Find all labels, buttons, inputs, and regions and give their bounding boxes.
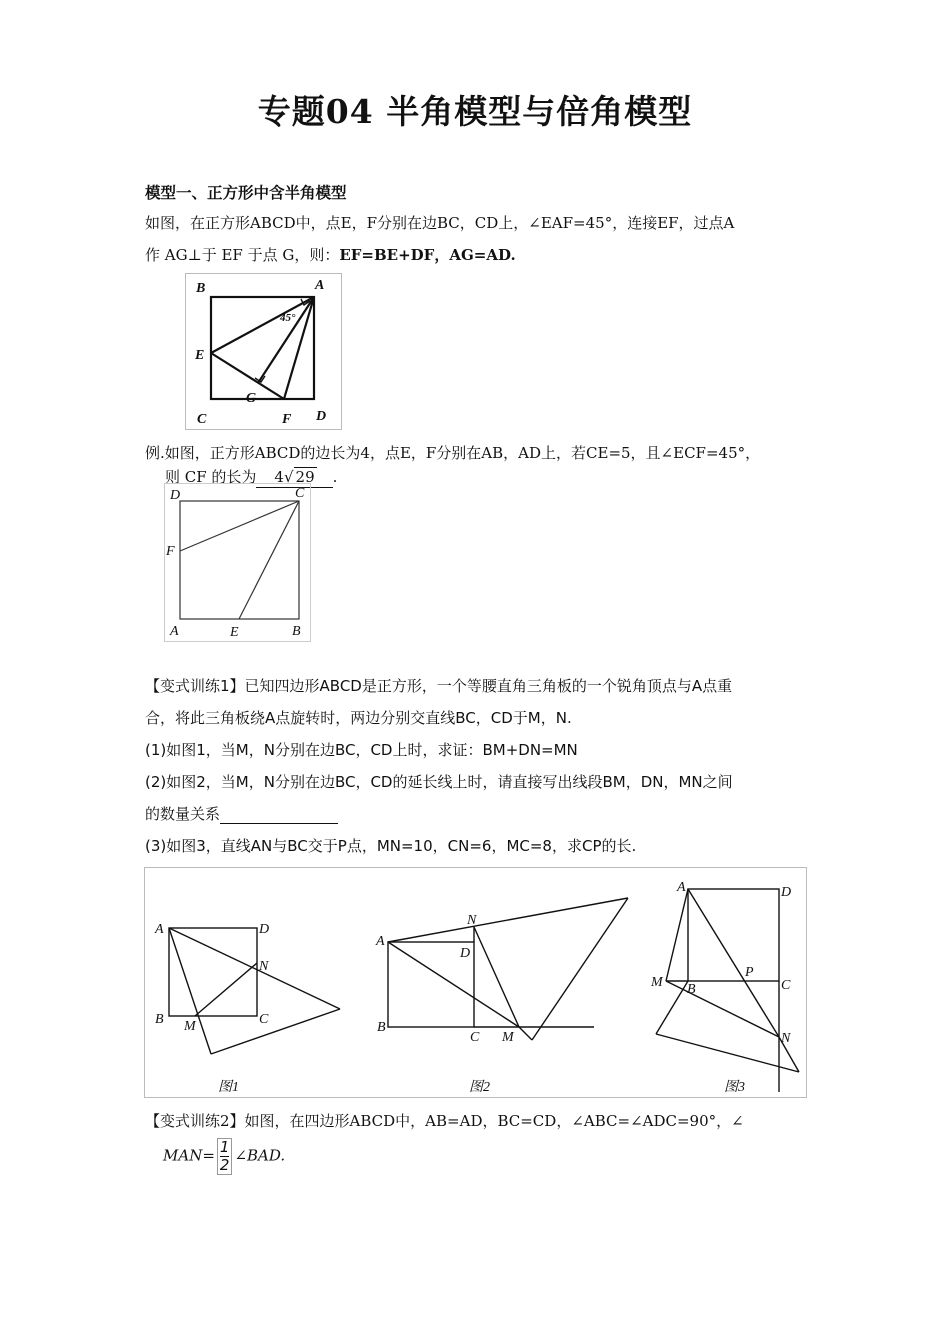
- ex-label-a: A: [170, 624, 179, 639]
- sqrt-symbol: √: [283, 468, 294, 486]
- model-conclusion: EF=BE+DF，AG=AD.: [339, 246, 516, 264]
- fig1-label-e: E: [195, 348, 205, 363]
- model-statement-text: 作 AG⊥于 EF 于点 G，则：: [145, 246, 340, 264]
- variant1-figures: [144, 867, 808, 1099]
- ex-label-c: C: [295, 486, 305, 501]
- f2-label-d: D: [460, 946, 471, 961]
- f3-caption: 图3: [724, 1080, 745, 1095]
- f2-label-n: N: [467, 913, 477, 928]
- variant1-line4: (2)如图2，当M，N分别在边BC，CD的延长线上时，请直接写出线段BM，DN，MN之间: [145, 773, 733, 791]
- fig1-angle-label: 45°: [280, 312, 296, 324]
- variant2-line2: [163, 1138, 285, 1175]
- variant1-line5-text: 的数量关系: [145, 805, 221, 823]
- f2-label-b: B: [377, 1020, 386, 1035]
- variant2-expression: MAN=: [163, 1146, 215, 1165]
- variant2-angle: ∠BAD.: [234, 1146, 286, 1165]
- f1-label-b: B: [155, 1012, 164, 1027]
- f3-label-a: A: [677, 880, 686, 895]
- fig1-label-b: B: [196, 281, 206, 296]
- fig1-label-a: A: [315, 278, 325, 293]
- ex-label-d: D: [170, 488, 181, 503]
- ex-label-e: E: [230, 625, 239, 640]
- variant1-line3: (1)如图1，当M，N分别在边BC，CD上时，求证：BM+DN=MN: [145, 741, 578, 759]
- answer-blank: [220, 807, 338, 824]
- variant1-line1: 【变式训练1】已知四边形ABCD是正方形，一个等腰直角三角板的一个锐角顶点与A点重: [145, 677, 733, 695]
- f3-label-p: P: [745, 965, 754, 980]
- f3-label-d: D: [781, 885, 792, 900]
- f3-label-m: M: [651, 975, 663, 990]
- f1-label-d: D: [259, 922, 270, 937]
- example-question: 则 CF 的长为: [165, 468, 257, 486]
- f3-label-c: C: [781, 978, 791, 993]
- example-figure: [164, 483, 312, 643]
- model-statement-line2: [145, 245, 516, 265]
- variant1-line6: (3)如图3，直线AN与BC交于P点，MN=10，CN=6，MC=8，求CP的长.: [145, 837, 637, 855]
- f1-label-a: A: [155, 922, 164, 937]
- fig1-label-d: D: [316, 409, 327, 424]
- answer-radicand: 29: [295, 468, 315, 486]
- f1-caption: 图1: [218, 1080, 239, 1095]
- f2-label-c: C: [470, 1030, 480, 1045]
- variant1-line2: 合，将此三角板绕A点旋转时，两边分别交直线BC，CD于M，N.: [145, 709, 572, 727]
- variant1-line5: [145, 804, 338, 824]
- answer-coefficient: 4: [274, 468, 284, 486]
- f3-label-b: B: [687, 982, 696, 997]
- page-title: 专题04 半角模型与倍角模型: [257, 92, 693, 131]
- half-fraction: [217, 1138, 233, 1175]
- example-period: .: [332, 468, 338, 486]
- ex-label-b: B: [292, 624, 301, 639]
- fraction-numerator: 1: [219, 1138, 230, 1156]
- fig1-label-c: C: [197, 412, 207, 427]
- model-statement-line1: 如图，在正方形ABCD中，点E，F分别在边BC，CD上，∠EAF=45°，连接EF，过点A: [145, 214, 735, 232]
- example-line1: 例.如图，正方形ABCD的边长为4，点E，F分别在AB，AD上，若CE=5，且∠ECF=45°，: [145, 444, 761, 462]
- fig1-label-f: F: [282, 412, 292, 427]
- f3-label-n: N: [781, 1031, 791, 1046]
- f2-label-a: A: [376, 934, 385, 949]
- f2-label-m: M: [502, 1030, 514, 1045]
- model-figure: [185, 273, 343, 431]
- fraction-denominator: 2: [219, 1156, 230, 1174]
- ex-label-f: F: [166, 544, 175, 559]
- f1-label-c: C: [259, 1012, 269, 1027]
- section-heading: 模型一、正方形中含半角模型: [145, 184, 347, 202]
- f1-label-m: M: [184, 1019, 196, 1034]
- f2-caption: 图2: [469, 1080, 490, 1095]
- fig1-label-g: G: [246, 391, 257, 406]
- variant2-line1: 【变式训练2】如图，在四边形ABCD中，AB=AD，BC=CD，∠ABC=∠ADC=90°，∠: [145, 1112, 744, 1130]
- f1-label-n: N: [259, 959, 269, 974]
